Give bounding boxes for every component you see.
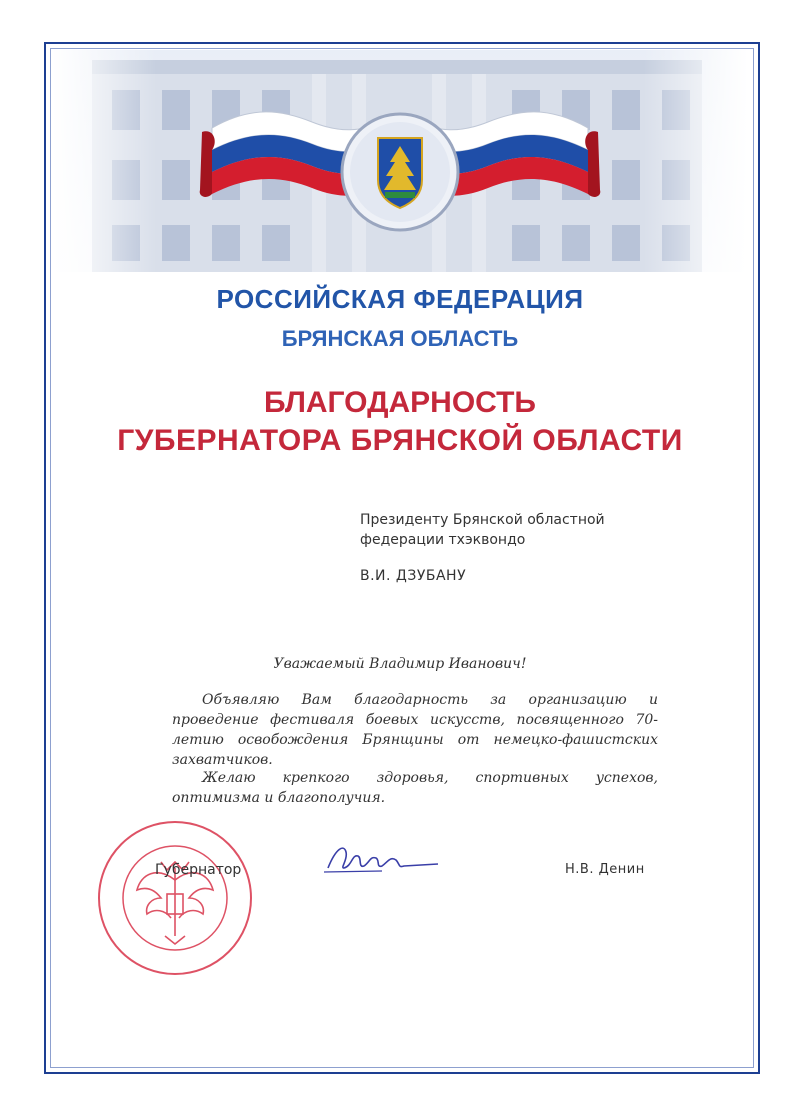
signatory-role: Губернатор	[155, 862, 242, 878]
addressee-position: Президенту Брянской областной федерации тхэквондо	[360, 512, 605, 548]
document-title-line1: БЛАГОДАРНОСТЬ	[264, 386, 536, 419]
handwritten-signature	[322, 838, 442, 878]
governor-seal-stamp	[95, 818, 255, 978]
letter-paragraph-1: Объявляю Вам благодарность за организацию и проведение фестиваля боевых искусств, посвященного 70-летию освобождения Брянщины от немецко-фашистских захватчиков.	[172, 692, 658, 768]
document-title-line2: ГУБЕРНАТОРА БРЯНСКОЙ ОБЛАСТИ	[117, 424, 683, 457]
header-banner	[52, 50, 748, 272]
letter-paragraph-2: Желаю крепкого здоровья, спортивных успехов, оптимизма и благополучия.	[172, 770, 658, 806]
country-heading: РОССИЙСКАЯ ФЕДЕРАЦИЯ	[216, 284, 584, 314]
signatory-name: Н.В. Денин	[565, 862, 645, 877]
building-background-image	[52, 50, 748, 272]
addressee-name: В.И. ДЗУБАНУ	[360, 568, 467, 584]
region-heading: БРЯНСКАЯ ОБЛАСТЬ	[281, 326, 519, 351]
letter-greeting: Уважаемый Владимир Иванович!	[273, 656, 527, 672]
